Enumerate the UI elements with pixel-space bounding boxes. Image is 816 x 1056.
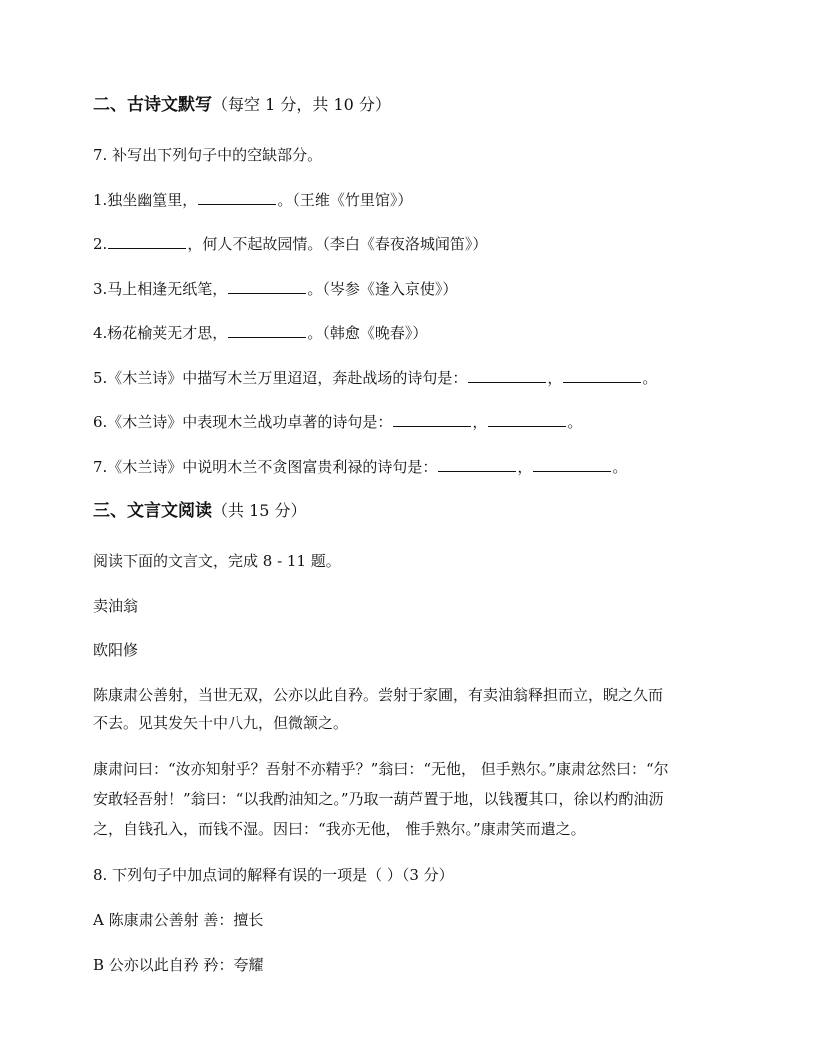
section-heading-poetry-dictation — [93, 94, 391, 116]
item-text-before: 3.马上相逢无纸笔， — [93, 280, 228, 298]
section-title: 三、文言文阅读 — [93, 501, 212, 521]
section-title: 二、古诗文默写 — [93, 95, 212, 115]
fill-blank — [533, 456, 611, 472]
item-text-after: 。 — [612, 458, 628, 476]
question-8-stem: 8. 下列句子中加点词的解释有误的一项是（ ）（3 分） — [93, 866, 454, 884]
item-text-middle: ， — [547, 369, 563, 387]
item-text-before: 4.杨花榆荚无才思， — [93, 324, 228, 342]
item-text-middle: ， — [517, 458, 533, 476]
passage-paragraph-2-line-2: 安敢轻吾射！”翁曰：“以我酌油知之。”乃取一葫芦置于地，以钱覆其口，徐以杓酌油沥 — [93, 790, 664, 808]
dictation-item-1 — [93, 189, 412, 211]
passage-instruction: 阅读下面的文言文，完成 8 - 11 题。 — [93, 552, 341, 570]
passage-title: 卖油翁 — [93, 597, 139, 615]
fill-blank — [108, 233, 186, 249]
question-8-option-a: A 陈康肃公善射 善：擅长 — [93, 911, 264, 929]
item-text-middle: ， — [472, 413, 488, 431]
fill-blank — [393, 411, 471, 427]
item-text-after: 。 — [567, 413, 583, 431]
fill-blank — [198, 189, 276, 205]
section-score-note: （共 15 分） — [212, 501, 307, 520]
item-text-before: 6.《木兰诗》中表现木兰战功卓著的诗句是： — [93, 413, 393, 431]
item-text-before: 5.《木兰诗》中描写木兰万里迢迢，奔赴战场的诗句是： — [93, 369, 468, 387]
question-7-intro: 7. 补写出下列句子中的空缺部分。 — [93, 146, 323, 164]
fill-blank — [468, 367, 546, 383]
passage-author: 欧阳修 — [93, 641, 139, 659]
fill-blank — [228, 322, 306, 338]
item-text-after: ，何人不起故园情。（李白《春夜洛城闻笛》） — [187, 235, 488, 253]
item-text-after: 。（岑参《逢入京使》） — [307, 280, 458, 298]
fill-blank — [228, 278, 306, 294]
dictation-item-5 — [93, 367, 657, 389]
section-heading-classical-reading — [93, 500, 307, 522]
item-text-before: 2. — [93, 235, 108, 253]
fill-blank — [563, 367, 641, 383]
fill-blank — [438, 456, 516, 472]
fill-blank — [488, 411, 566, 427]
passage-paragraph-1-line-2: 不去。见其发矢十中八九，但微颔之。 — [93, 714, 349, 732]
item-text-before: 7.《木兰诗》中说明木兰不贪图富贵利禄的诗句是： — [93, 458, 438, 476]
item-text-after: 。（韩愈《晚春》） — [307, 324, 428, 342]
dictation-item-4 — [93, 322, 427, 344]
passage-paragraph-2-line-3: 之，自钱孔入，而钱不湿。因曰：“我亦无他， 惟手熟尔。”康肃笑而遣之。 — [93, 820, 586, 838]
item-text-after: 。（王维《竹里馆》） — [277, 191, 413, 209]
item-text-after: 。 — [642, 369, 658, 387]
dictation-item-7 — [93, 456, 627, 478]
dictation-item-3 — [93, 278, 457, 300]
passage-paragraph-2-line-1: 康肃问曰：“汝亦知射乎？吾射不亦精乎？”翁曰：“无他， 但手熟尔。”康肃忿然曰：“尔 — [93, 760, 669, 778]
dictation-item-6 — [93, 411, 582, 433]
dictation-item-2 — [93, 233, 487, 255]
item-text-before: 1.独坐幽篁里， — [93, 191, 198, 209]
section-score-note: （每空 1 分，共 10 分） — [212, 95, 391, 114]
passage-paragraph-1-line-1: 陈康肃公善射，当世无双，公亦以此自矜。尝射于家圃，有卖油翁释担而立，睨之久而 — [93, 686, 664, 704]
question-8-option-b: B 公亦以此自矜 矜：夸耀 — [93, 956, 264, 974]
